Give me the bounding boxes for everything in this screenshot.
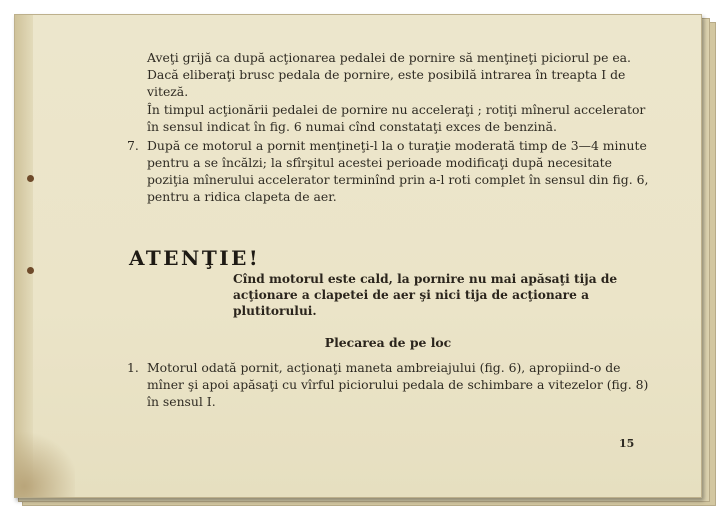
page-spine: [15, 15, 33, 497]
manual-page: [14, 14, 702, 498]
paragraph-do-not-accelerate: În timpul acţionării pedalei de pornire nu acceleraţi ; rotiţi mînerul accelerator în sensul indicat în fig. 6 numai cînd constataţi exces de benzină.: [147, 102, 646, 134]
warning-title: ATENŢIE!: [129, 246, 261, 270]
list-item-number: 1.: [127, 360, 139, 375]
page-number: 15: [619, 437, 635, 450]
list-item-1: [127, 359, 655, 410]
section-heading: Plecarea de pe loc: [324, 335, 452, 350]
staple-hole: [27, 175, 34, 182]
list-item-number: 7.: [127, 138, 139, 153]
warning-text: Cînd motorul este cald, la pornire nu mai apăsaţi tija de acţionare a clapetei de aer şi nici tija de acţionare a plutitorului.: [233, 272, 618, 318]
staple-hole: [27, 267, 34, 274]
list-item-7: [127, 137, 655, 205]
list-item-text: Motorul odată pornit, acţionaţi maneta ambreiajului (fig. 6), apropiind-o de mîner şi apoi apăsaţi cu vîrful piciorului pedala de schimbare a vitezelor (fig. 8) în sensul I.: [147, 360, 649, 409]
corner-wear: [15, 427, 75, 497]
list-item-text: După ce motorul a pornit menţineţi-l la o turaţie moderată timp de 3—4 minute pentru a se încălzi; la sfîrşitul acestei perioade modificaţi după necesitate poziţia mînerului accelerator terminînd prin a-l roti complet în sensul din fig. 6, pentru a ridica clapeta de aer.: [147, 138, 649, 204]
paragraph-keep-foot-on-pedal: Aveţi grijă ca după acţionarea pedalei de pornire să menţineţi piciorul pe ea. Dacă eliberaţi brusc pedala de pornire, este posibilă intrarea în treapta I de viteză.: [147, 50, 631, 99]
